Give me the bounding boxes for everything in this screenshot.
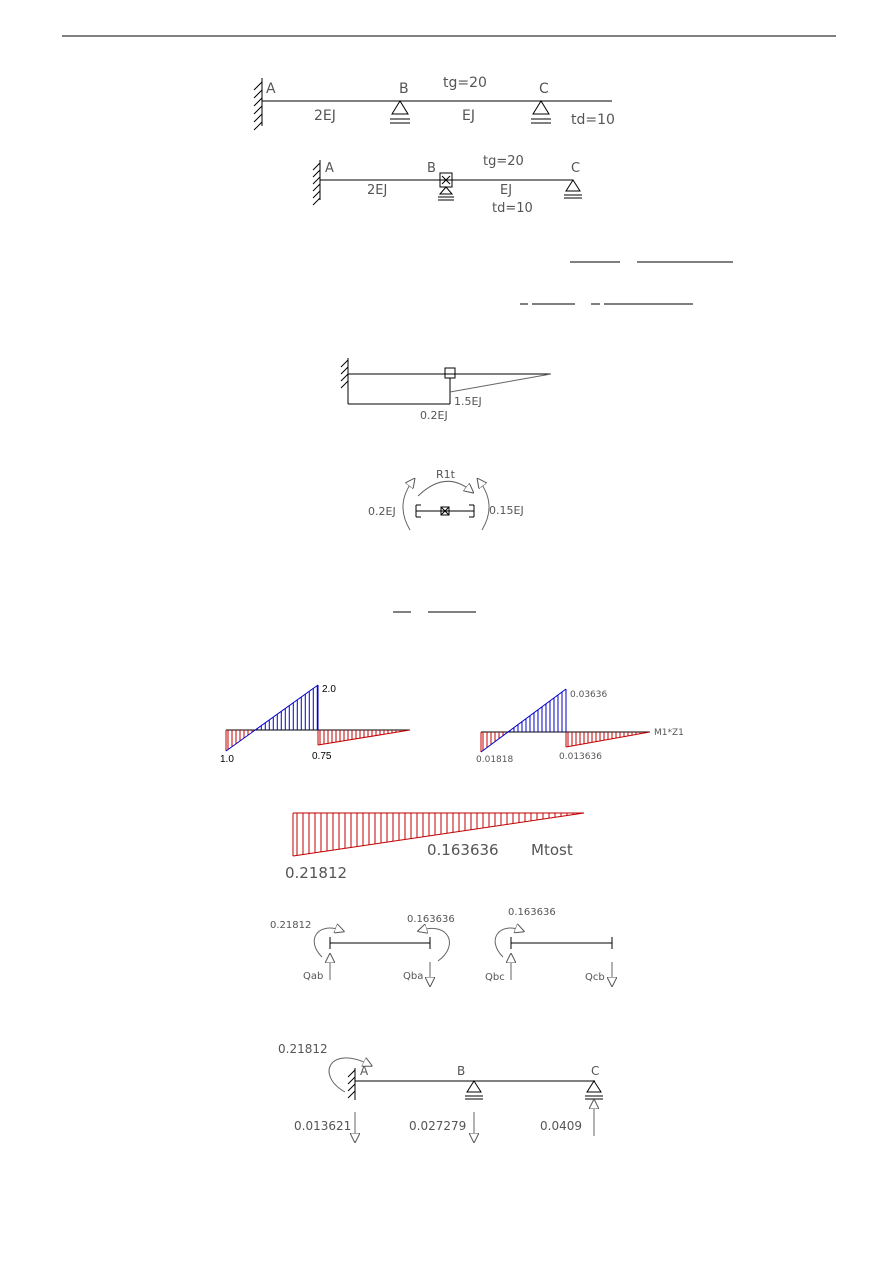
right-stiffness-label: 0.15EJ — [489, 504, 524, 517]
value-left: 1.0 — [220, 754, 234, 765]
fixed-support-hatch — [313, 163, 320, 205]
diagram-name: M1*Z1 — [654, 728, 684, 738]
shear-right: Qcb — [585, 972, 605, 983]
moment-diagram-3 — [285, 813, 584, 882]
value-left: 0.21812 — [285, 864, 348, 882]
moment-diagram-2 — [476, 689, 684, 765]
node-label-A: A — [325, 161, 334, 176]
rotation-lock-B — [438, 173, 454, 200]
node-label-C: C — [591, 1064, 600, 1078]
shear-left: Qbc — [485, 972, 505, 983]
roller-support-C — [585, 1081, 603, 1099]
formula-fraction-bars — [393, 262, 733, 612]
moment-left: 0.21812 — [270, 920, 312, 931]
roller-support-B — [465, 1081, 483, 1099]
node-equilibrium-figure — [368, 468, 524, 530]
value-mid: 0.75 — [312, 751, 332, 762]
reaction-B: 0.027279 — [409, 1119, 467, 1133]
stiffness-label-left: 0.2EJ — [420, 409, 448, 422]
value-top: 2.0 — [322, 684, 336, 695]
value-mid: 0.163636 — [427, 841, 499, 859]
value-left: 0.01818 — [476, 755, 514, 765]
span-stiffness-AB: 2EJ — [367, 183, 388, 198]
node-label-B: B — [457, 1064, 466, 1078]
temperature-top: tg=20 — [483, 154, 524, 169]
roller-support-C — [531, 101, 551, 123]
node-label-B: B — [427, 161, 436, 176]
temperature-bottom: td=10 — [571, 112, 615, 128]
roller-support-B — [390, 101, 410, 123]
stiffness-label-right: 1.5EJ — [454, 395, 482, 408]
reaction-C: 0.0409 — [540, 1119, 582, 1133]
moment-diagram-right — [450, 374, 551, 392]
diagram-name: Mtost — [531, 841, 573, 859]
value-mid: 0.013636 — [559, 752, 602, 762]
temperature-top: tg=20 — [443, 75, 487, 91]
moment-left: 0.163636 — [508, 907, 556, 918]
fixed-support-hatch — [348, 1070, 355, 1098]
reactions-figure — [278, 1042, 603, 1138]
shear-left: Qab — [303, 971, 324, 982]
span-stiffness-BC: EJ — [462, 108, 475, 124]
span-stiffness-AB: 2EJ — [314, 108, 336, 124]
roller-support-C — [564, 180, 582, 198]
node-label-C: C — [571, 161, 581, 176]
fixed-support-hatch — [341, 360, 348, 388]
beam-figure-1 — [254, 75, 615, 130]
fixed-support-hatch — [254, 82, 262, 130]
free-body-BC — [485, 907, 612, 983]
node-label-A: A — [360, 1064, 369, 1078]
reaction-A: 0.013621 — [294, 1119, 352, 1133]
moment-right: 0.163636 — [407, 914, 455, 925]
free-body-AB — [270, 914, 455, 982]
node-label-C: C — [539, 81, 549, 97]
temperature-bottom: td=10 — [492, 201, 533, 216]
moment-diagram-1 — [220, 684, 410, 765]
reaction-moment-A: 0.21812 — [278, 1042, 328, 1056]
node-label-A: A — [266, 81, 276, 97]
unit-rotation-figure — [341, 358, 551, 422]
node-label-B: B — [399, 81, 409, 97]
left-stiffness-label: 0.2EJ — [368, 505, 396, 518]
shear-right: Qba — [403, 971, 424, 982]
span-stiffness-BC: EJ — [500, 183, 513, 198]
beam-figure-2 — [313, 154, 582, 216]
rotation-lock-B — [445, 368, 455, 378]
reaction-moment-label: R1t — [436, 468, 455, 481]
value-top: 0.03636 — [570, 690, 608, 700]
